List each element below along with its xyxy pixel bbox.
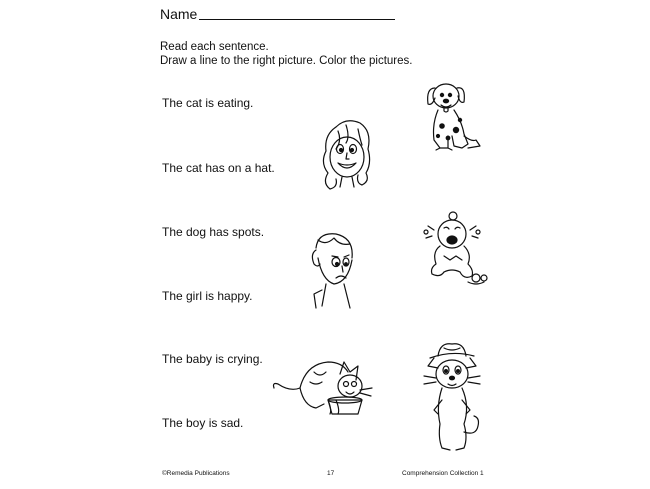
sentence-baby-crying: The baby is crying.	[162, 352, 263, 366]
cat-eating-picture	[270, 352, 380, 418]
instruction-line-1: Read each sentence.	[160, 41, 269, 53]
sentence-boy-sad: The boy is sad.	[162, 416, 244, 430]
sentence-dog-spots: The dog has spots.	[162, 225, 265, 239]
boy-picture	[300, 228, 364, 310]
sentence-cat-eating: The cat is eating.	[162, 96, 254, 110]
dog-picture	[418, 78, 488, 154]
footer-collection: Comprehension Collection 1	[402, 470, 484, 477]
sentence-girl-happy: The girl is happy.	[162, 289, 253, 303]
name-write-line[interactable]	[199, 19, 395, 20]
cat-hat-picture	[420, 340, 482, 456]
sentence-cat-hat: The cat has on a hat.	[162, 161, 275, 175]
girl-picture	[316, 115, 378, 193]
name-label: Name	[160, 6, 198, 22]
instruction-line-2: Draw a line to the right picture. Color the pictures.	[160, 55, 413, 67]
footer-page-number: 17	[327, 470, 335, 477]
baby-picture	[420, 208, 492, 288]
footer-publisher: ©Remedia Publications	[162, 470, 230, 477]
